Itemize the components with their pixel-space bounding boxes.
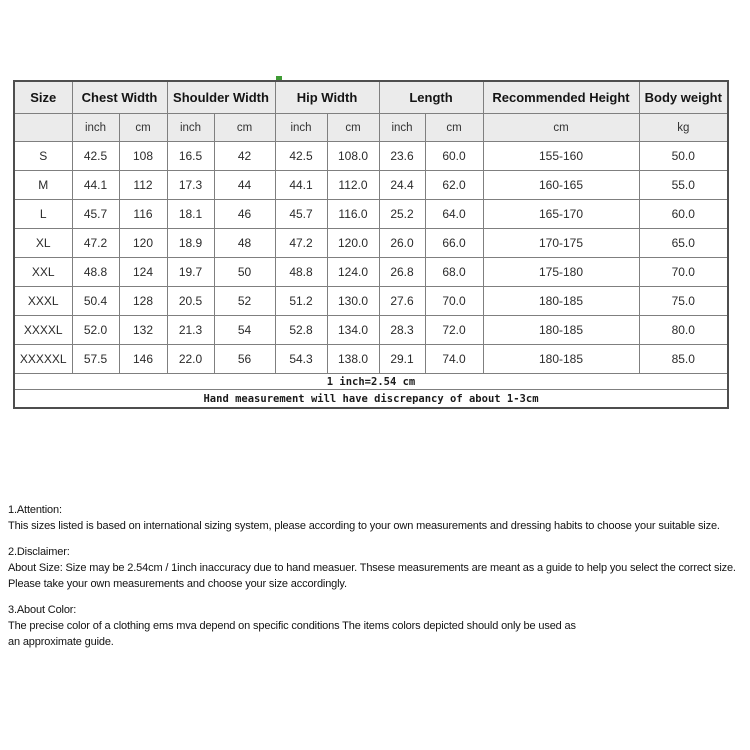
measurement-cell: 180-185 xyxy=(483,287,639,316)
unit-header-shoulder-cm: cm xyxy=(214,114,275,142)
unit-header-hip-inch: inch xyxy=(275,114,327,142)
note-about-color-title: 3.About Color: xyxy=(8,604,77,616)
measurement-cell: 65.0 xyxy=(639,229,728,258)
measurement-cell: 17.3 xyxy=(167,171,214,200)
measurement-cell: 124 xyxy=(119,258,167,287)
measurement-cell: 68.0 xyxy=(425,258,483,287)
measurement-cell: 54 xyxy=(214,316,275,345)
measurement-cell: 48 xyxy=(214,229,275,258)
measurement-cell: 25.2 xyxy=(379,200,425,229)
measurement-cell: 50.0 xyxy=(639,142,728,171)
table-row xyxy=(14,200,728,229)
measurement-cell: 128 xyxy=(119,287,167,316)
measurement-cell: 146 xyxy=(119,345,167,374)
measurement-cell: 48.8 xyxy=(275,258,327,287)
footnote-measurement-discrepancy: Hand measurement will have discrepancy of about 1-3cm xyxy=(14,390,728,409)
measurement-cell: 21.3 xyxy=(167,316,214,345)
measurement-cell: 74.0 xyxy=(425,345,483,374)
note-disclaimer xyxy=(8,544,746,592)
measurement-cell: 170-175 xyxy=(483,229,639,258)
measurement-cell: 46 xyxy=(214,200,275,229)
measurement-cell: 16.5 xyxy=(167,142,214,171)
measurement-cell: 66.0 xyxy=(425,229,483,258)
note-about-color xyxy=(8,602,746,650)
column-header-chest-width: Chest Width xyxy=(72,81,167,114)
measurement-cell: 45.7 xyxy=(72,200,119,229)
unit-header-chest-inch: inch xyxy=(72,114,119,142)
measurement-cell: 80.0 xyxy=(639,316,728,345)
unit-header-height-cm: cm xyxy=(483,114,639,142)
measurement-cell: 50.4 xyxy=(72,287,119,316)
size-label-cell: XXXXL xyxy=(14,316,72,345)
measurement-cell: 52.0 xyxy=(72,316,119,345)
measurement-cell: 44.1 xyxy=(72,171,119,200)
size-label-cell: M xyxy=(14,171,72,200)
measurement-cell: 112.0 xyxy=(327,171,379,200)
measurement-cell: 48.8 xyxy=(72,258,119,287)
table-row xyxy=(14,171,728,200)
measurement-cell: 132 xyxy=(119,316,167,345)
measurement-cell: 108.0 xyxy=(327,142,379,171)
unit-header-hip-cm: cm xyxy=(327,114,379,142)
measurement-cell: 23.6 xyxy=(379,142,425,171)
measurement-cell: 54.3 xyxy=(275,345,327,374)
measurement-cell: 47.2 xyxy=(72,229,119,258)
measurement-cell: 138.0 xyxy=(327,345,379,374)
measurement-cell: 130.0 xyxy=(327,287,379,316)
footnote-inch-conversion: 1 inch=2.54 cm xyxy=(14,374,728,390)
column-header-hip-width: Hip Width xyxy=(275,81,379,114)
table-row xyxy=(14,287,728,316)
measurement-cell: 27.6 xyxy=(379,287,425,316)
measurement-cell: 52 xyxy=(214,287,275,316)
measurement-cell: 44.1 xyxy=(275,171,327,200)
measurement-cell: 120.0 xyxy=(327,229,379,258)
table-row xyxy=(14,229,728,258)
table-row xyxy=(14,316,728,345)
measurement-cell: 50 xyxy=(214,258,275,287)
table-header xyxy=(14,81,728,142)
measurement-cell: 18.1 xyxy=(167,200,214,229)
measurement-cell: 52.8 xyxy=(275,316,327,345)
note-disclaimer-line-2: Please take your own measurements and choose your size accordingly. xyxy=(8,578,347,590)
measurement-cell: 19.7 xyxy=(167,258,214,287)
measurement-cell: 134.0 xyxy=(327,316,379,345)
note-attention xyxy=(8,502,746,534)
size-label-cell: XXXL xyxy=(14,287,72,316)
unit-header-weight-kg: kg xyxy=(639,114,728,142)
measurement-cell: 155-160 xyxy=(483,142,639,171)
column-header-length: Length xyxy=(379,81,483,114)
table-row xyxy=(14,142,728,171)
measurement-cell: 72.0 xyxy=(425,316,483,345)
measurement-cell: 44 xyxy=(214,171,275,200)
measurement-cell: 57.5 xyxy=(72,345,119,374)
measurement-cell: 20.5 xyxy=(167,287,214,316)
measurement-cell: 62.0 xyxy=(425,171,483,200)
measurement-cell: 42 xyxy=(214,142,275,171)
measurement-cell: 51.2 xyxy=(275,287,327,316)
size-label-cell: XXL xyxy=(14,258,72,287)
measurement-cell: 18.9 xyxy=(167,229,214,258)
measurement-cell: 70.0 xyxy=(425,287,483,316)
measurement-cell: 24.4 xyxy=(379,171,425,200)
measurement-cell: 75.0 xyxy=(639,287,728,316)
note-disclaimer-line-1: About Size: Size may be 2.54cm / 1inch inaccuracy due to hand measuer. Thsese measurements are meant as a guide to help you select the correct size. xyxy=(8,562,736,574)
measurement-cell: 175-180 xyxy=(483,258,639,287)
column-header-body-weight: Body weight xyxy=(639,81,728,114)
unit-header-length-cm: cm xyxy=(425,114,483,142)
measurement-cell: 60.0 xyxy=(425,142,483,171)
measurement-cell: 47.2 xyxy=(275,229,327,258)
measurement-cell: 42.5 xyxy=(72,142,119,171)
size-label-cell: XXXXXL xyxy=(14,345,72,374)
measurement-cell: 70.0 xyxy=(639,258,728,287)
measurement-cell: 120 xyxy=(119,229,167,258)
measurement-cell: 42.5 xyxy=(275,142,327,171)
measurement-cell: 116 xyxy=(119,200,167,229)
note-disclaimer-title: 2.Disclaimer: xyxy=(8,546,70,558)
measurement-cell: 108 xyxy=(119,142,167,171)
measurement-cell: 116.0 xyxy=(327,200,379,229)
measurement-cell: 26.0 xyxy=(379,229,425,258)
unit-header-shoulder-inch: inch xyxy=(167,114,214,142)
column-header-recommended-height: Recommended Height xyxy=(483,81,639,114)
size-table-body xyxy=(14,142,728,374)
note-about-color-line-2: an approximate guide. xyxy=(8,636,114,648)
measurement-cell: 64.0 xyxy=(425,200,483,229)
measurement-cell: 26.8 xyxy=(379,258,425,287)
unit-header-empty xyxy=(14,114,72,142)
size-label-cell: XL xyxy=(14,229,72,258)
column-header-size: Size xyxy=(14,81,72,114)
measurement-cell: 56 xyxy=(214,345,275,374)
table-row xyxy=(14,258,728,287)
notes-section xyxy=(8,502,746,660)
measurement-cell: 22.0 xyxy=(167,345,214,374)
table-footnotes xyxy=(14,374,728,409)
unit-header-length-inch: inch xyxy=(379,114,425,142)
measurement-cell: 28.3 xyxy=(379,316,425,345)
note-attention-line: This sizes listed is based on international sizing system, please according to your own measurements and dressing habits to choose your suitable size. xyxy=(8,520,720,532)
column-header-shoulder-width: Shoulder Width xyxy=(167,81,275,114)
measurement-cell: 124.0 xyxy=(327,258,379,287)
size-label-cell: S xyxy=(14,142,72,171)
measurement-cell: 45.7 xyxy=(275,200,327,229)
measurement-cell: 180-185 xyxy=(483,345,639,374)
size-label-cell: L xyxy=(14,200,72,229)
measurement-cell: 85.0 xyxy=(639,345,728,374)
measurement-cell: 60.0 xyxy=(639,200,728,229)
measurement-cell: 160-165 xyxy=(483,171,639,200)
measurement-cell: 29.1 xyxy=(379,345,425,374)
table-row xyxy=(14,345,728,374)
measurement-cell: 165-170 xyxy=(483,200,639,229)
unit-header-chest-cm: cm xyxy=(119,114,167,142)
measurement-cell: 55.0 xyxy=(639,171,728,200)
note-about-color-line-1: The precise color of a clothing ems mva depend on specific conditions The items colors depicted should only be used as xyxy=(8,620,576,632)
note-attention-title: 1.Attention: xyxy=(8,504,62,516)
measurement-cell: 180-185 xyxy=(483,316,639,345)
measurement-cell: 112 xyxy=(119,171,167,200)
size-chart-table xyxy=(13,80,729,409)
